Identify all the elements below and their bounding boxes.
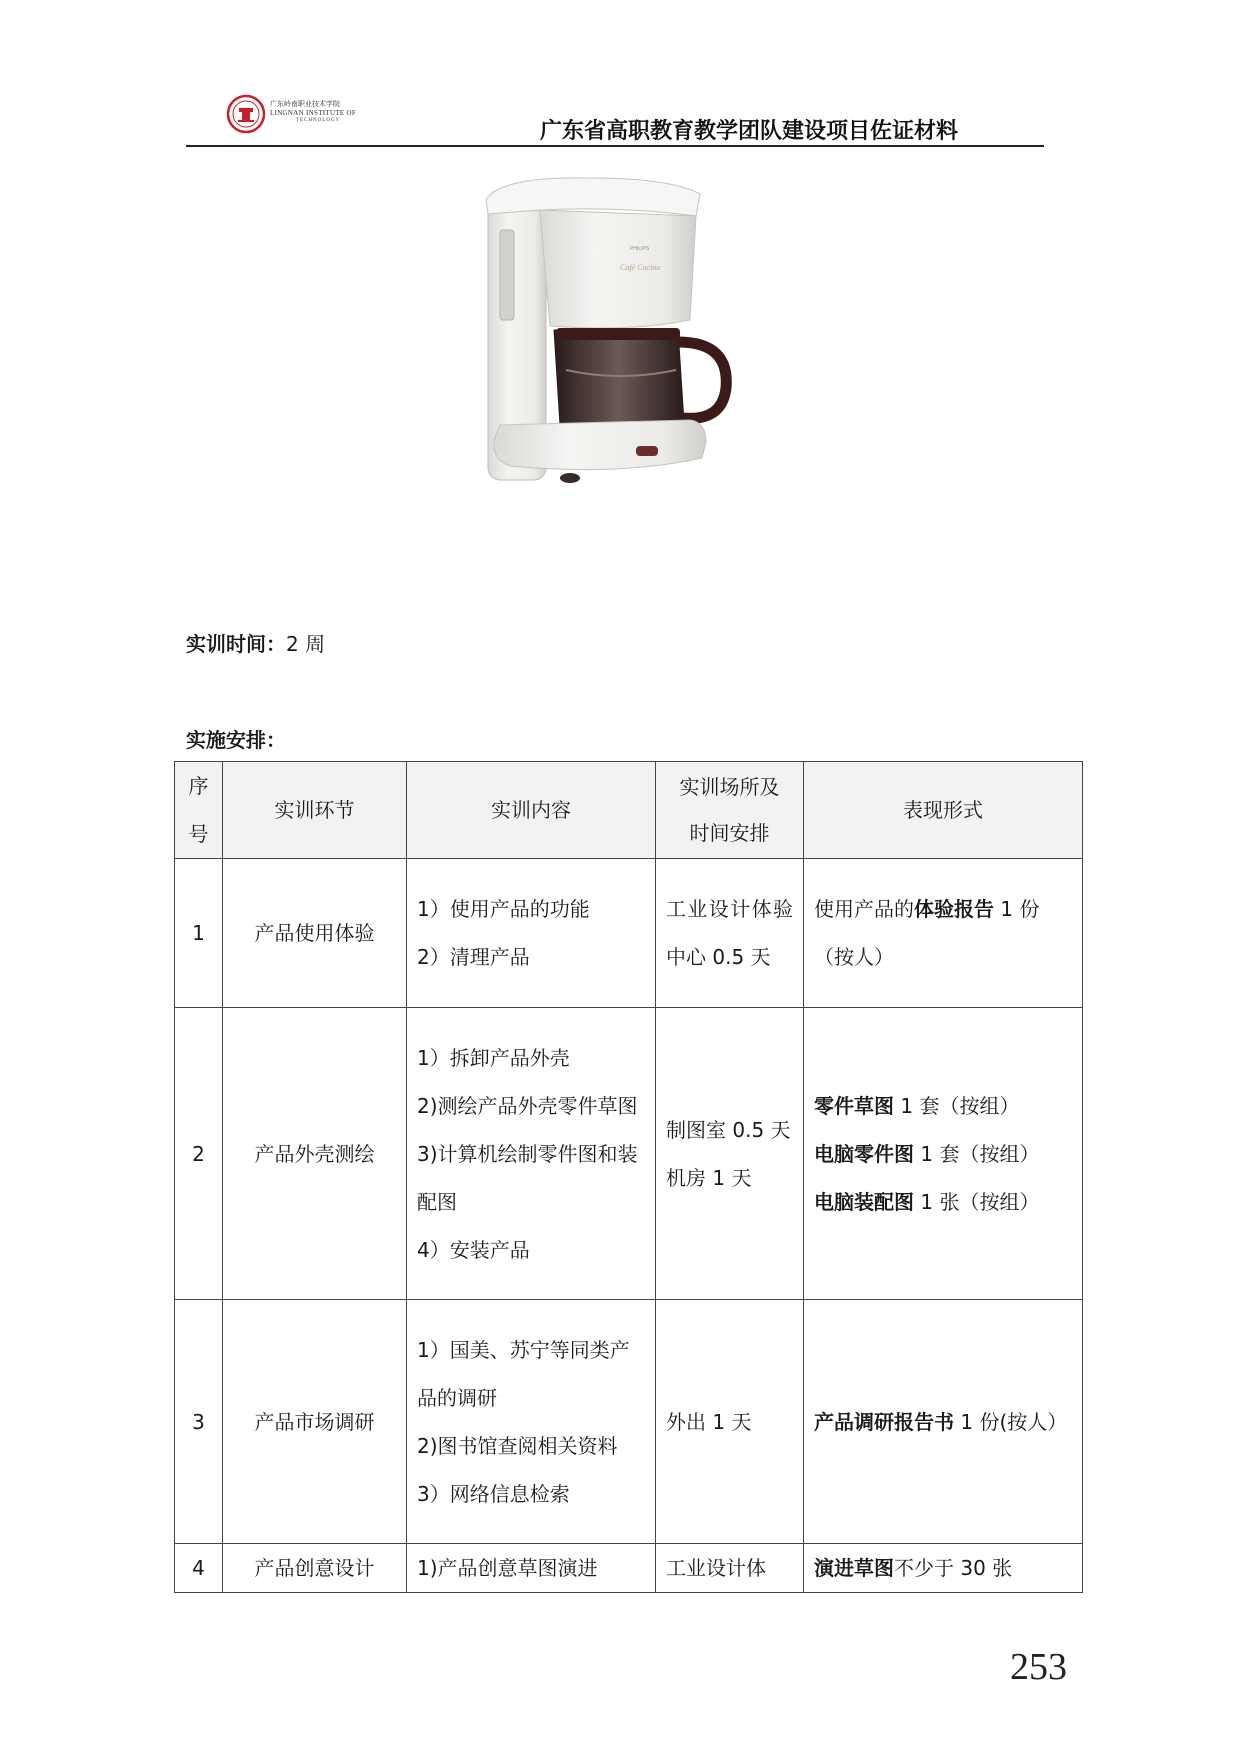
schedule-label: 实施安排：	[186, 728, 286, 752]
row-content: 1）国美、苏宁等同类产品的调研 2)图书馆查阅相关资料 3）网络信息检索	[407, 1300, 656, 1544]
duration-value: 2 周	[286, 632, 326, 656]
row-stage: 产品使用体验	[223, 859, 407, 1008]
table-row	[175, 1008, 1083, 1300]
column-header-stage: 实训环节	[223, 762, 407, 859]
column-header-output: 表现形式	[804, 762, 1083, 859]
logo-cn-name: 广东岭南职业技术学院	[270, 100, 340, 108]
table-row	[175, 1544, 1083, 1593]
table-row	[175, 859, 1083, 1008]
model-mark: Café Cucina	[620, 263, 661, 272]
table-header-row	[175, 762, 1083, 859]
row-venue: 工业设计体	[656, 1544, 804, 1593]
column-header-content: 实训内容	[407, 762, 656, 859]
row-venue: 制图室 0.5 天 机房 1 天	[656, 1008, 804, 1300]
logo-en-name: LINGNAN INSTITUTE OF	[270, 109, 357, 117]
row-content: 1）使用产品的功能 2）清理产品	[407, 859, 656, 1008]
row-stage: 产品市场调研	[223, 1300, 407, 1544]
column-header-num: 序 号	[175, 762, 223, 859]
page-header-title: 广东省高职教育教学团队建设项目佐证材料	[540, 119, 959, 144]
row-num: 4	[175, 1544, 223, 1593]
row-stage: 产品外壳测绘	[223, 1008, 407, 1300]
training-schedule-table	[174, 761, 1083, 1593]
row-content: 1）拆卸产品外壳 2)测绘产品外壳零件草图 3)计算机绘制零件图和装配图 4）安装产品	[407, 1008, 656, 1300]
header-divider	[186, 145, 1044, 147]
institute-emblem-icon	[226, 94, 266, 134]
row-num: 2	[175, 1008, 223, 1300]
coffee-maker-photo	[470, 170, 740, 520]
row-output: 演进草图不少于 30 张	[804, 1544, 1083, 1593]
row-output: 使用产品的体验报告 1 份（按人）	[804, 859, 1083, 1008]
row-venue: 工业设计体验中心 0.5 天	[656, 859, 804, 1008]
row-output: 产品调研报告书 1 份(按人）	[804, 1300, 1083, 1544]
table-row	[175, 1300, 1083, 1544]
brand-mark: PHILIPS	[630, 246, 650, 252]
row-content: 1)产品创意草图演进	[407, 1544, 656, 1593]
institute-logo	[226, 94, 374, 134]
schedule-heading	[186, 724, 286, 753]
training-duration	[186, 628, 325, 657]
duration-label: 实训时间：	[186, 632, 286, 656]
row-num: 1	[175, 859, 223, 1008]
row-output: 零件草图 1 套（按组） 电脑零件图 1 套（按组） 电脑装配图 1 张（按组）	[804, 1008, 1083, 1300]
column-header-venue: 实训场所及 时间安排	[656, 762, 804, 859]
row-stage: 产品创意设计	[223, 1544, 407, 1593]
page-number: 253	[1010, 1646, 1067, 1688]
logo-en-name-2: TECHNOLOGY	[296, 118, 341, 123]
row-num: 3	[175, 1300, 223, 1544]
row-venue: 外出 1 天	[656, 1300, 804, 1544]
